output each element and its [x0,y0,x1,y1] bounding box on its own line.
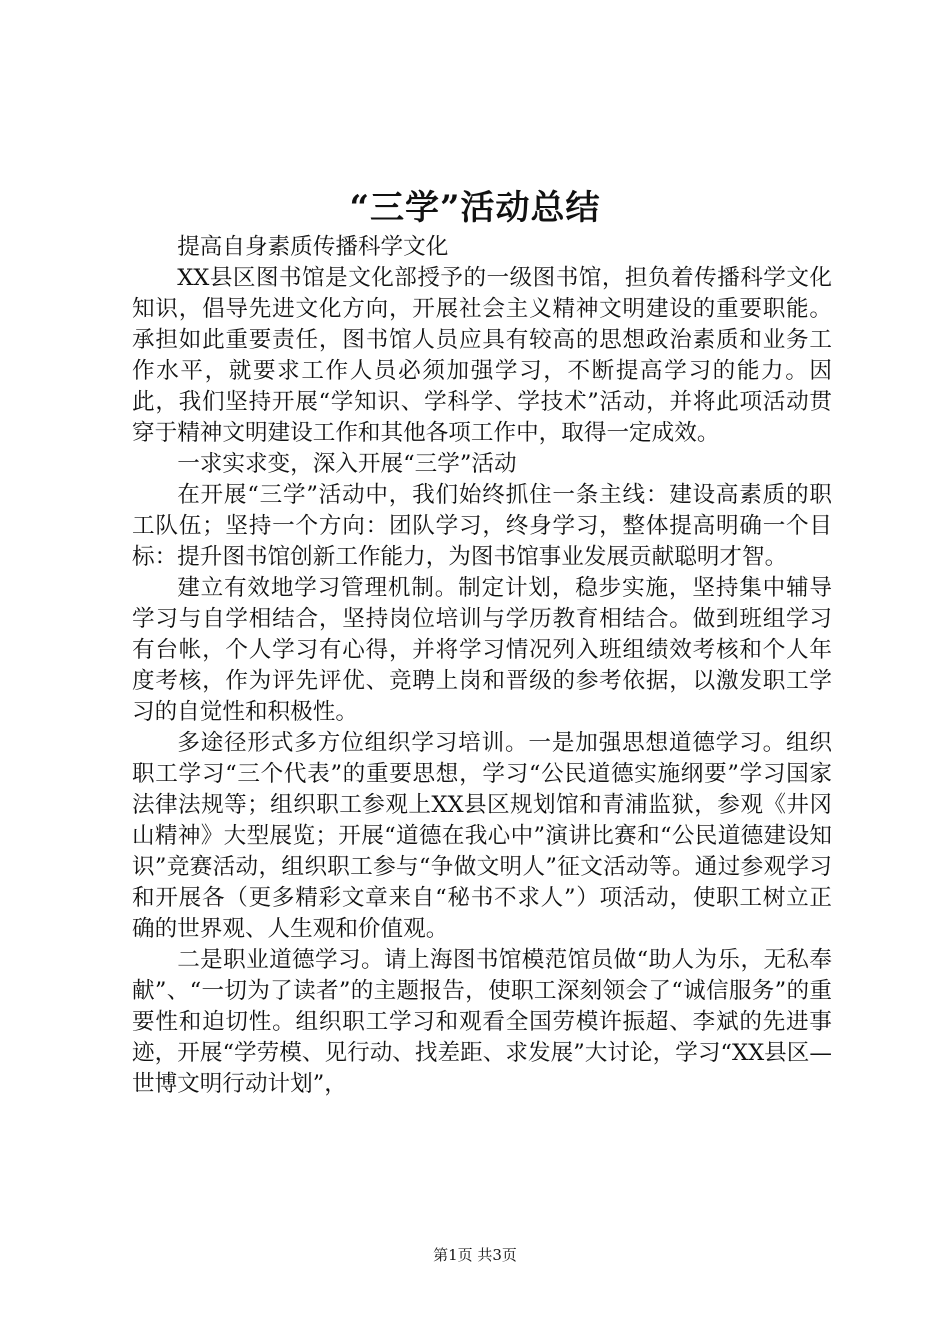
paragraph-section-heading: 一求实求变，深入开展“三学”活动 [177,451,517,477]
paragraph-mainline: 在开展“三学”活动中，我们始终抓住一条主线：建设高素质的职工队伍；坚持一个方向：团队学习，终身学习，整体提高明确一个目标：提升图书馆创新工作能力，为图书馆事业发展贡献聪明才智。 [132,482,832,570]
paragraph-intro: XX县区图书馆是文化部授予的一级图书馆，担负着传播科学文化知识，倡导先进文化方向，开展社会主义精神文明建设的重要职能。承担如此重要责任，图书馆人员应具有较高的思想政治素质和业务工作水平，就要求工作人员必须加强学习，不断提高学习的能力。因此，我们坚持开展“学知识、学科学、学技术”活动，并将此项活动贯穿于精神文明建设工作和其他各项工作中，取得一定成效。 [132,265,832,446]
page-title: “三学”活动总结 [349,188,601,228]
document-body [132,232,832,1100]
page-number-footer: 第1页 共3页 [433,1246,517,1264]
paragraph-ethics: 二是职业道德学习。请上海图书馆模范馆员做“助人为乐，无私奉献”、“一切为了读者”的主题报告，使职工深刻领会了“诚信服务”的重要性和迫切性。组织职工学习和观看全国劳模许振超、李斌的先进事迹，开展“学劳模、见行动、找差距、求发展”大讨论，学习“XX县区—世博文明行动计划”， [132,947,832,1097]
paragraph-subtitle: 提高自身素质传播科学文化 [177,234,449,260]
paragraph-training: 多途径形式多方位组织学习培训。一是加强思想道德学习。组织职工学习“三个代表”的重要思想，学习“公民道德实施纲要”学习国家法律法规等；组织职工参观上XX县区规划馆和青浦监狱，参观《井冈山精神》大型展览；开展“道德在我心中”演讲比赛和“公民道德建设知识”竞赛活动，组织职工参与“争做文明人”征文活动等。通过参观学习和开展各（更多精彩文章来自“秘书不求人”）项活动，使职工树立正确的世界观、人生观和价值观。 [132,730,832,942]
paragraph-mechanism: 建立有效地学习管理机制。制定计划，稳步实施，坚持集中辅导学习与自学相结合，坚持岗位培训与学历教育相结合。做到班组学习有台帐，个人学习有心得，并将学习情况列入班组绩效考核和个人年度考核，作为评先评优、竞聘上岗和晋级的参考依据，以激发职工学习的自觉性和积极性。 [132,575,832,725]
